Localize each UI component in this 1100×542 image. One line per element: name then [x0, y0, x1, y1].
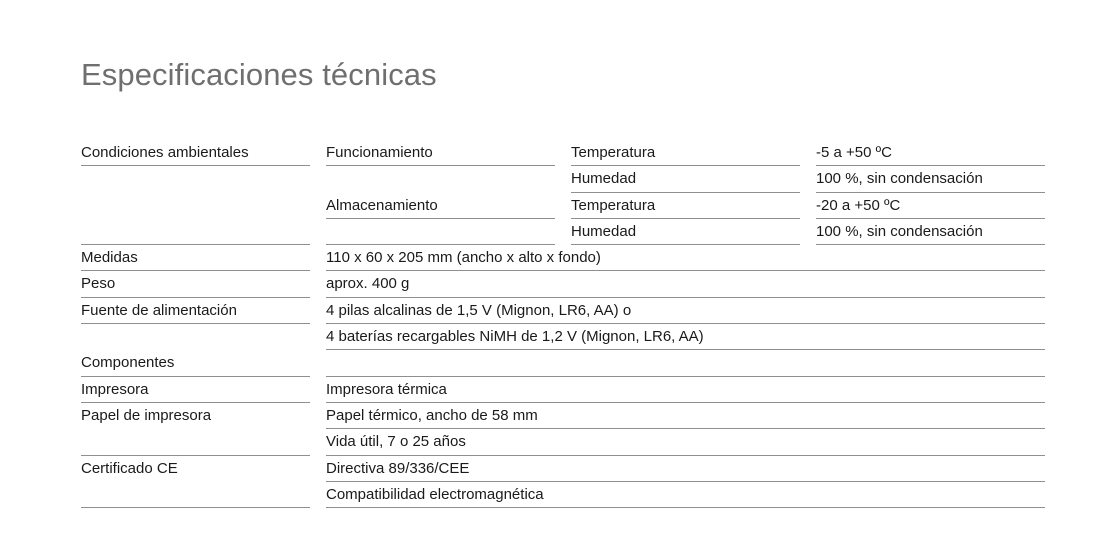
spec-condition [326, 219, 555, 245]
spec-parameter: Temperatura [571, 193, 800, 219]
spec-category [81, 324, 310, 350]
spec-value: 100 %, sin condensación [816, 166, 1045, 192]
table-row [0, 140, 1100, 166]
spec-value: Vida útil, 7 o 25 años [326, 429, 1045, 455]
spec-value: 4 baterías recargables NiMH de 1,2 V (Mignon, LR6, AA) [326, 324, 1045, 350]
table-row [0, 193, 1100, 219]
table-row [0, 245, 1100, 271]
table-row [0, 403, 1100, 429]
spec-category [81, 429, 310, 455]
table-row [0, 298, 1100, 324]
page-title: Especificaciones técnicas [81, 57, 437, 92]
table-row [0, 350, 1100, 376]
spec-category [81, 166, 310, 192]
spec-category [81, 193, 310, 219]
spec-value: Papel térmico, ancho de 58 mm [326, 403, 1045, 429]
table-row [0, 456, 1100, 482]
spec-condition: Almacenamiento [326, 193, 555, 219]
spec-value: 100 %, sin condensación [816, 219, 1045, 245]
spec-category: Papel de impresora [81, 406, 212, 424]
spec-value: 110 x 60 x 205 mm (ancho x alto x fondo) [326, 245, 1045, 271]
spec-parameter: Humedad [571, 166, 800, 192]
spec-value: Compatibilidad electromagnética [326, 482, 1045, 508]
spec-category: Impresora [81, 377, 310, 403]
spec-value: aprox. 400 g [326, 271, 1045, 297]
spec-condition [326, 166, 555, 192]
table-row [0, 219, 1100, 245]
spec-table [0, 140, 1100, 508]
spec-condition: Funcionamiento [326, 140, 555, 166]
spec-category: Componentes [81, 350, 310, 376]
spec-value: -20 a +50 ºC [816, 193, 1045, 219]
spec-category: Fuente de alimentación [81, 298, 310, 324]
spec-value: 4 pilas alcalinas de 1,5 V (Mignon, LR6, AA) o [326, 298, 1045, 324]
spec-parameter: Humedad [571, 219, 800, 245]
spec-value: Directiva 89/336/CEE [326, 456, 1045, 482]
table-row [0, 324, 1100, 350]
spec-value [326, 350, 1045, 376]
spec-value: Impresora térmica [326, 377, 1045, 403]
table-row [0, 482, 1100, 508]
table-row [0, 271, 1100, 297]
spec-category: Peso [81, 271, 310, 297]
spec-category: Certificado CE [81, 459, 178, 477]
spec-parameter: Temperatura [571, 140, 800, 166]
table-row [0, 377, 1100, 403]
spec-value: -5 a +50 ºC [816, 140, 1045, 166]
spec-category [81, 219, 310, 245]
table-row [0, 166, 1100, 192]
spec-category [81, 482, 310, 508]
spec-category: Condiciones ambientales [81, 140, 310, 166]
spec-category: Medidas [81, 245, 310, 271]
table-row [0, 429, 1100, 455]
